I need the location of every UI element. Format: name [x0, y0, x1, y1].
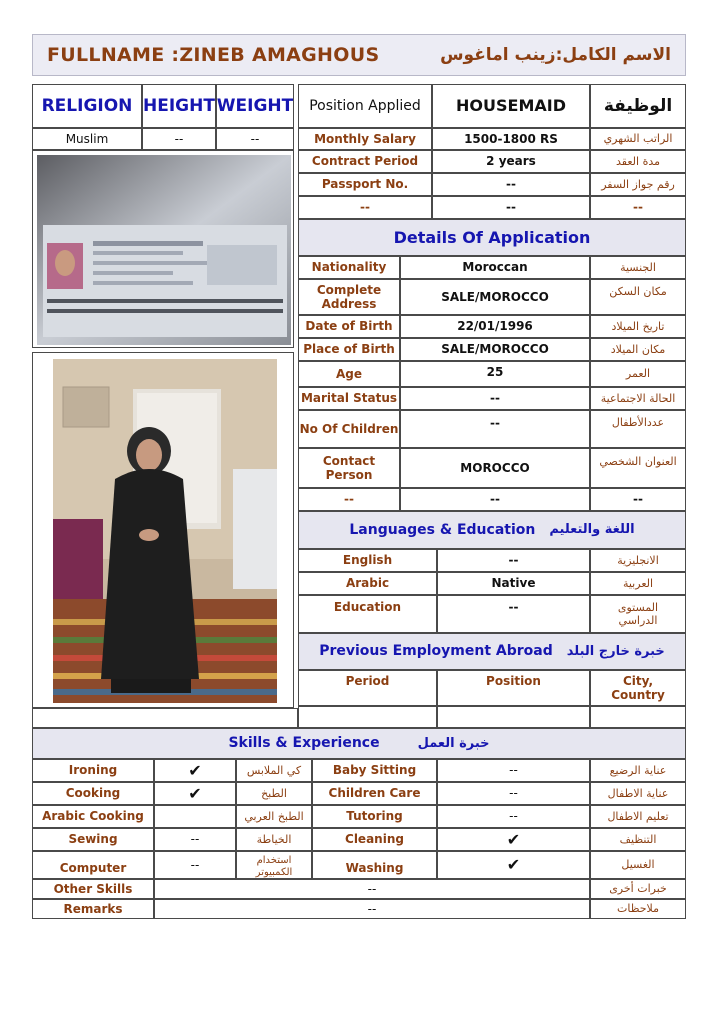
other-skills-ar: خبرات أخرى — [590, 879, 686, 899]
english-ar: الانجليزية — [590, 549, 686, 572]
skill-computer-ar: استخدام الكمبيوتر — [236, 851, 312, 879]
position-applied-label: Position Applied — [298, 84, 432, 128]
nationality-ar: الجنسية — [590, 256, 686, 279]
address-label: Complete Address — [298, 279, 400, 315]
languages-title: Languages & Education — [349, 521, 536, 538]
salary-ar: الراتب الشهري — [590, 128, 686, 150]
skill-ironing-ar: كي الملابس — [236, 759, 312, 782]
skill-childcare-mark: -- — [437, 782, 590, 805]
extra-value: -- — [432, 196, 590, 219]
fullname-en: FULLNAME :ZINEB AMAGHOUS — [47, 44, 380, 66]
skill-cooking-ar: الطبخ — [236, 782, 312, 805]
skill-tutoring-ar: تعليم الاطفال — [590, 805, 686, 828]
details-extra-label: -- — [298, 488, 400, 511]
arabic-value: Native — [437, 572, 590, 595]
empty-left-row — [32, 708, 298, 728]
skills-section-header — [32, 728, 686, 759]
skill-arabic-cooking: Arabic Cooking — [32, 805, 154, 828]
skill-cleaning: Cleaning — [312, 828, 437, 851]
skill-tutoring-mark: -- — [437, 805, 590, 828]
skill-sewing-mark: -- — [154, 828, 236, 851]
education-ar: المستوى الدراسي — [590, 595, 686, 633]
skill-computer: Computer — [32, 851, 154, 879]
education-value: -- — [437, 595, 590, 633]
children-value: -- — [400, 410, 590, 448]
religion-value: Muslim — [32, 128, 142, 150]
employment-title: Previous Employment Abroad — [319, 643, 553, 660]
weight-header: WEIGHT — [216, 84, 294, 128]
passport-photo-frame — [32, 150, 294, 348]
position-value: HOUSEMAID — [432, 84, 590, 128]
dob-ar: تاريخ الميلاد — [590, 315, 686, 338]
address-ar: مكان السكن — [590, 279, 686, 315]
marital-value: -- — [400, 387, 590, 410]
employment-row-city — [590, 706, 686, 728]
employment-title-ar: خبرة خارج البلد — [566, 643, 665, 659]
skills-title-ar: خبرة العمل — [417, 735, 490, 751]
age-ar: العمر — [590, 361, 686, 387]
skill-cooking: Cooking — [32, 782, 154, 805]
employment-section-header — [298, 633, 686, 670]
english-value: -- — [437, 549, 590, 572]
other-skills-label: Other Skills — [32, 879, 154, 899]
full-photo-frame — [32, 352, 294, 708]
skill-babysitting-ar: عناية الرضيع — [590, 759, 686, 782]
contact-ar: العنوان الشخصي — [590, 448, 686, 488]
skill-tutoring: Tutoring — [312, 805, 437, 828]
skill-babysitting: Baby Sitting — [312, 759, 437, 782]
children-label: No Of Children — [298, 410, 400, 448]
fullname-ar: الاسم الكامل:زينب اماغوس — [440, 45, 671, 65]
skill-washing-ar: الغسيل — [590, 851, 686, 879]
title-bar — [32, 34, 686, 76]
pob-ar: مكان الميلاد — [590, 338, 686, 361]
other-skills-value: -- — [154, 879, 590, 899]
passport-label: Passport No. — [298, 173, 432, 196]
age-value: 25 — [400, 361, 590, 387]
details-title: Details Of Application — [393, 227, 591, 247]
address-value: SALE/MOROCCO — [400, 279, 590, 315]
languages-section-header — [298, 511, 686, 549]
contact-value: MOROCCO — [400, 448, 590, 488]
skill-cooking-mark: ✔ — [154, 782, 236, 805]
skill-computer-mark: -- — [154, 851, 236, 879]
details-section-header — [298, 219, 686, 256]
height-value: -- — [142, 128, 216, 150]
remarks-ar: ملاحظات — [590, 899, 686, 919]
position-col-header: Position — [437, 670, 590, 706]
skill-babysitting-mark: -- — [437, 759, 590, 782]
pob-value: SALE/MOROCCO — [400, 338, 590, 361]
skill-ironing: Ironing — [32, 759, 154, 782]
dob-value: 22/01/1996 — [400, 315, 590, 338]
skill-cleaning-mark: ✔ — [437, 828, 590, 851]
skill-ironing-mark: ✔ — [154, 759, 236, 782]
city-col-header: City, Country — [590, 670, 686, 706]
children-ar: عددالأطفال — [590, 410, 686, 448]
height-header: HEIGHT — [142, 84, 216, 128]
skill-arabic-cooking-ar: الطبخ العربي — [236, 805, 312, 828]
arabic-ar: العربية — [590, 572, 686, 595]
extra-label: -- — [298, 196, 432, 219]
skill-sewing: Sewing — [32, 828, 154, 851]
passport-value: -- — [432, 173, 590, 196]
contract-period-ar: مدة العقد — [590, 150, 686, 173]
skill-childcare-ar: عناية الاطفال — [590, 782, 686, 805]
nationality-value: Moroccan — [400, 256, 590, 279]
details-extra-value: -- — [400, 488, 590, 511]
skill-washing-mark: ✔ — [437, 851, 590, 879]
skill-sewing-ar: الخياطة — [236, 828, 312, 851]
weight-value: -- — [216, 128, 294, 150]
position-ar: الوظيفة — [590, 84, 686, 128]
education-label: Education — [298, 595, 437, 633]
passport-photo — [37, 155, 291, 345]
dob-label: Date of Birth — [298, 315, 400, 338]
skill-cleaning-ar: التنظيف — [590, 828, 686, 851]
skills-title: Skills & Experience — [228, 735, 380, 752]
marital-ar: الحالة الاجتماعية — [590, 387, 686, 410]
nationality-label: Nationality — [298, 256, 400, 279]
salary-label: Monthly Salary — [298, 128, 432, 150]
period-col-header: Period — [298, 670, 437, 706]
religion-header: RELIGION — [32, 84, 142, 128]
extra-ar: -- — [590, 196, 686, 219]
details-extra-ar: -- — [590, 488, 686, 511]
remarks-value: -- — [154, 899, 590, 919]
contract-period-value: 2 years — [432, 150, 590, 173]
skill-arabic-cooking-mark — [154, 805, 236, 828]
english-label: English — [298, 549, 437, 572]
contract-period-label: Contract Period — [298, 150, 432, 173]
remarks-label: Remarks — [32, 899, 154, 919]
marital-label: Marital Status — [298, 387, 400, 410]
application-sheet — [32, 84, 686, 920]
employment-row-period — [298, 706, 437, 728]
employment-row-position — [437, 706, 590, 728]
languages-title-ar: اللغة والتعليم — [549, 522, 635, 538]
full-body-photo — [53, 359, 277, 703]
skill-childcare: Children Care — [312, 782, 437, 805]
skill-washing: Washing — [312, 851, 437, 879]
passport-ar: رقم جواز السفر — [590, 173, 686, 196]
arabic-label: Arabic — [298, 572, 437, 595]
salary-value: 1500-1800 RS — [432, 128, 590, 150]
pob-label: Place of Birth — [298, 338, 400, 361]
age-label: Age — [298, 361, 400, 387]
contact-label: Contact Person — [298, 448, 400, 488]
